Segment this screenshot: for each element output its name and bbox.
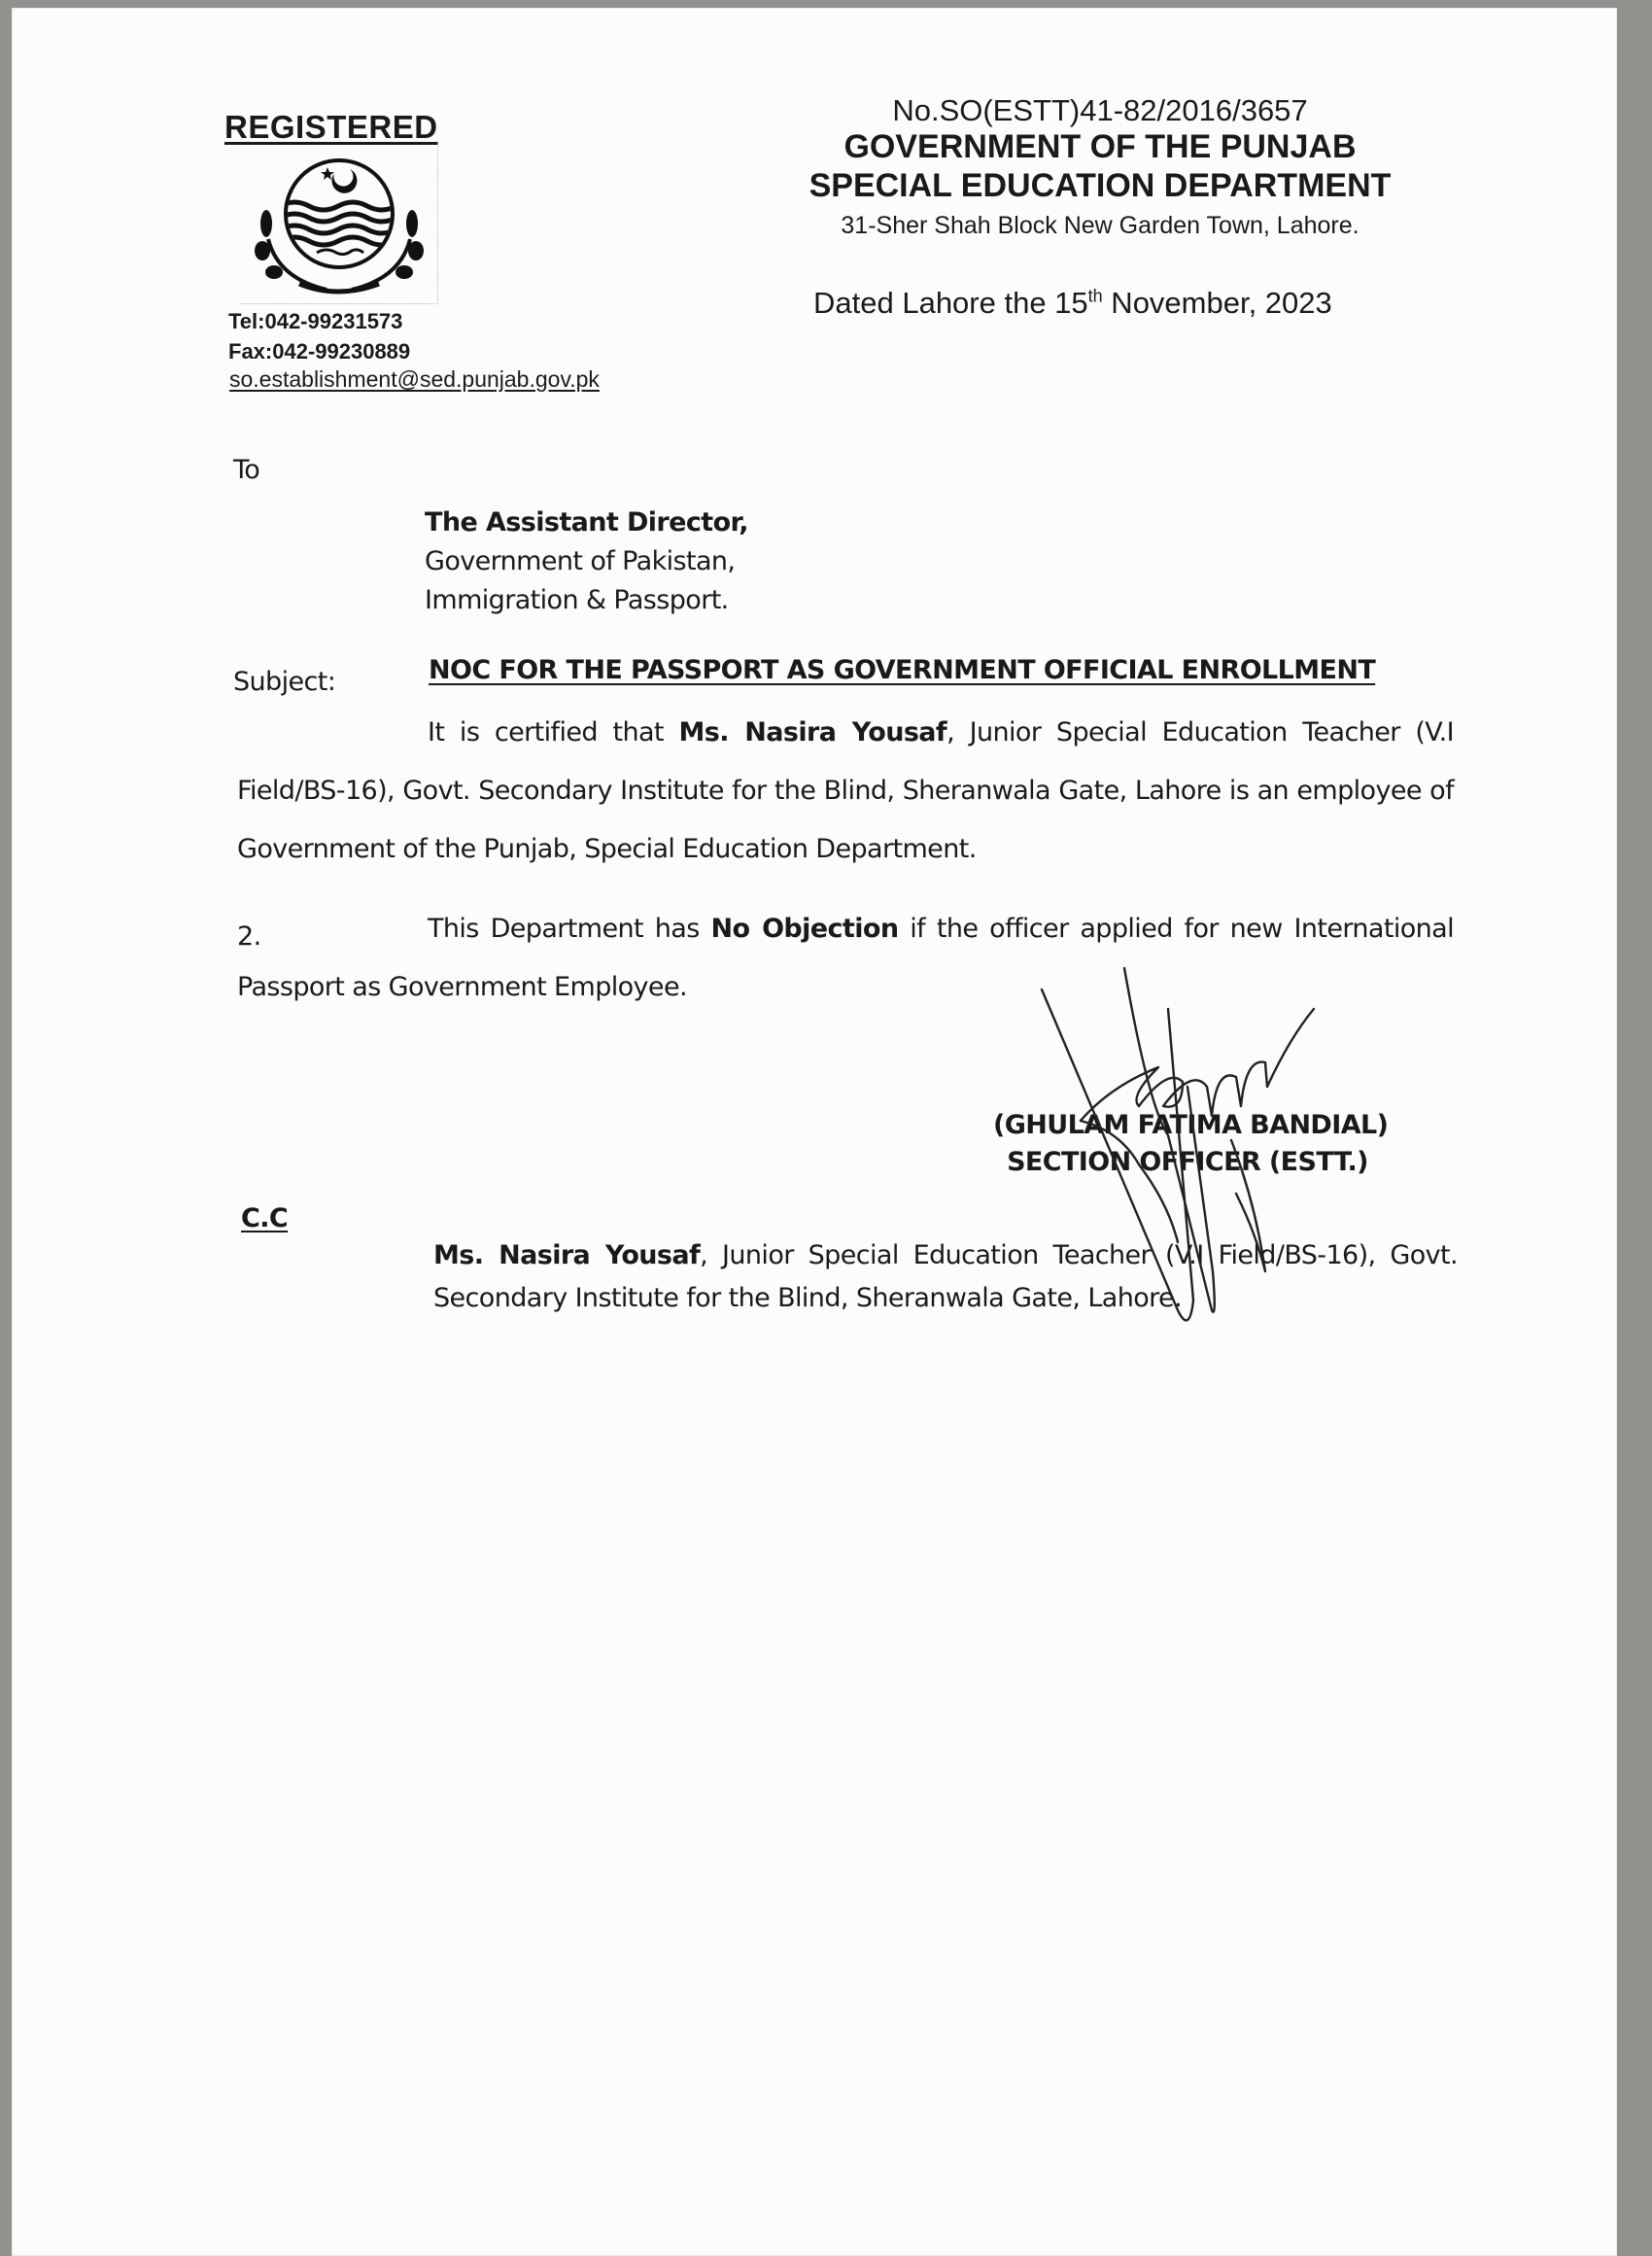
date-prefix: Dated Lahore the 15 (813, 286, 1088, 320)
registered-label: REGISTERED (224, 109, 438, 145)
recipient-organization: Government of Pakistan, (425, 546, 736, 576)
department-address: 31-Sher Shah Block New Garden Town, Lahore. (841, 212, 1359, 239)
fax-number: Fax:042-99230889 (228, 339, 411, 364)
signatory-title: SECTION OFFICER (ESTT.) (1007, 1147, 1368, 1177)
emblem-icon (241, 146, 437, 303)
recipient-department: Immigration & Passport. (425, 585, 729, 615)
cc-details: , Junior Special Education Teacher (V.I Field/BS-16), Govt. Secondary Institute for the Blind, Sheranwala Gate, Lahore. (433, 1240, 1458, 1313)
reference-number: No.SO(ESTT)41-82/2016/3657 (892, 93, 1308, 127)
para1-text-a: It is certified that (428, 717, 679, 747)
government-title: GOVERNMENT OF THE PUNJAB (843, 128, 1357, 165)
to-label: To (233, 455, 260, 485)
paragraph-2-number: 2. (237, 921, 261, 952)
email-link[interactable]: so.establishment@sed.punjab.gov.pk (229, 366, 600, 392)
cc-name: Ms. Nasira Yousaf (433, 1240, 701, 1270)
date-suffix: November, 2023 (1102, 286, 1332, 320)
telephone-number: Tel:042-99231573 (228, 309, 403, 333)
paragraph-2 (237, 900, 1454, 1017)
recipient-title: The Assistant Director, (425, 507, 748, 538)
no-objection-text: No Objection (710, 914, 899, 944)
subject-label: Subject: (233, 667, 336, 697)
punjab-emblem-logo (241, 146, 438, 304)
cc-label: C.C (241, 1203, 289, 1233)
para2-text-b: if the officer applied for new International Passport as Government Employee. (237, 914, 1455, 1002)
para1-text-b: , Junior Special Education Teacher (V.I Field/BS-16), Govt. Secondary Institute for the Blind, Sheranwala Gate, Lahore is an employee of Government of the Punjab, Special Education Department. (237, 717, 1454, 864)
signatory-name: (GHULAM FATIMA BANDIAL) (993, 1110, 1389, 1140)
paragraph-1 (237, 704, 1454, 879)
cc-recipient (433, 1234, 1458, 1320)
letter-page (12, 8, 1617, 2256)
letter-date (813, 286, 1332, 321)
date-ordinal: th (1087, 286, 1103, 306)
department-title: SPECIAL EDUCATION DEPARTMENT (809, 167, 1392, 204)
subject-title: NOC FOR THE PASSPORT AS GOVERNMENT OFFICIAL ENROLLMENT (429, 655, 1376, 685)
employee-name: Ms. Nasira Yousaf (678, 717, 947, 747)
para2-text-a: This Department has (428, 914, 711, 944)
